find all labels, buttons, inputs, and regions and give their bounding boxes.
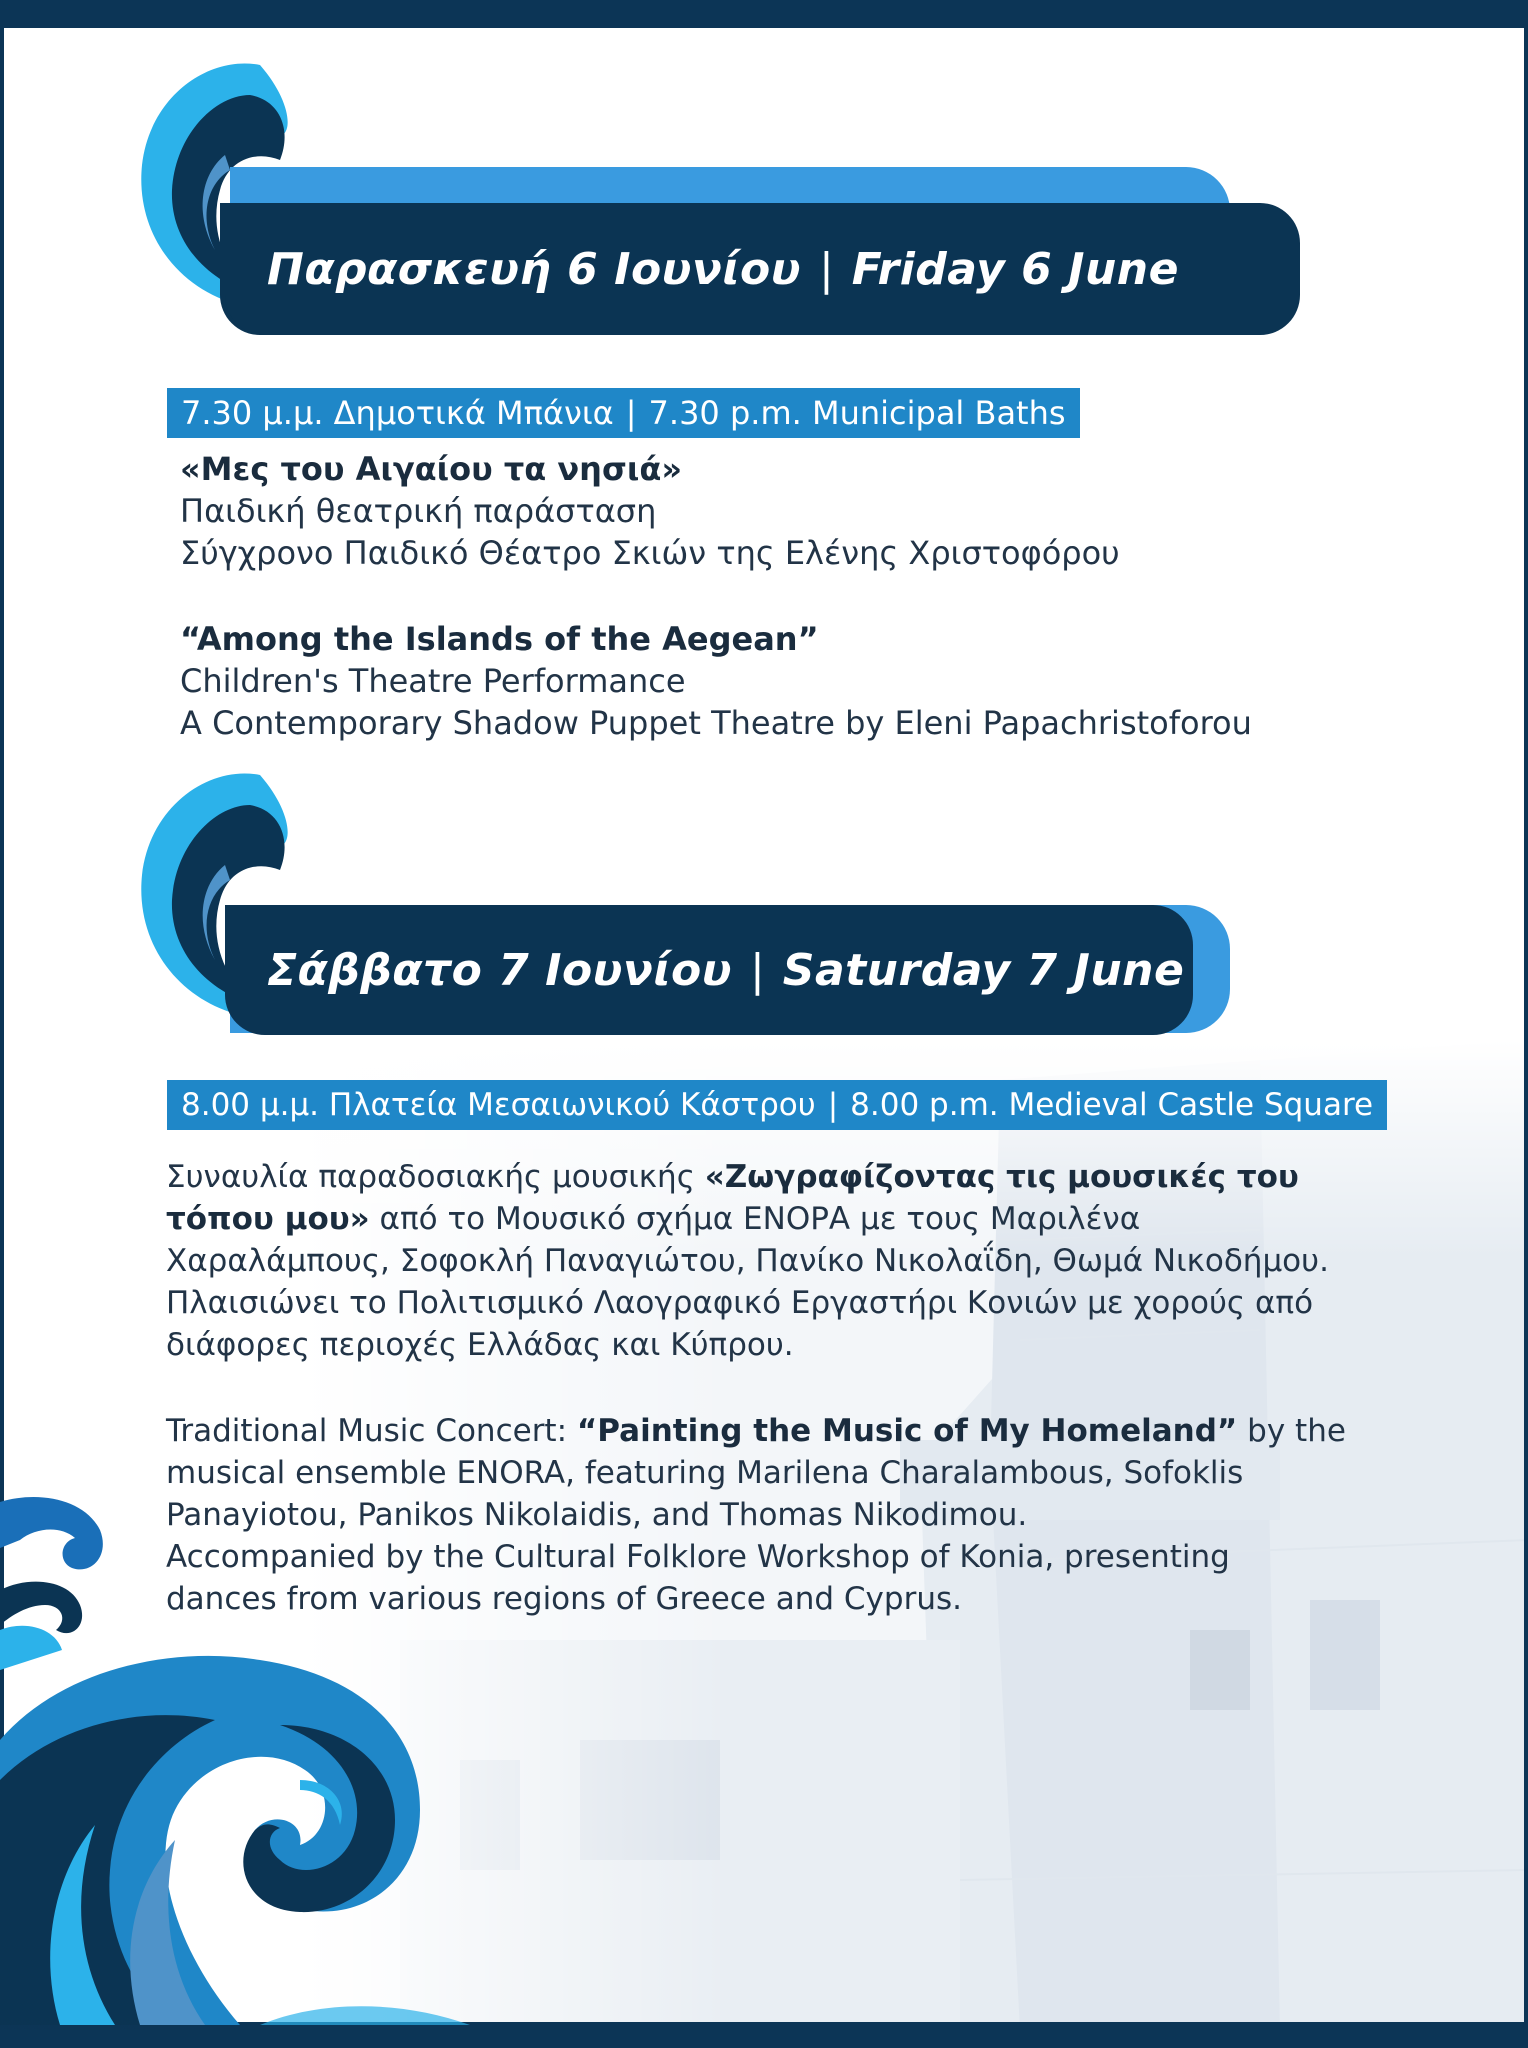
day2-en-line-3: Panayiotou, Panikos Nikolaidis, and Thomas Nikodimou.: [166, 1497, 1028, 1533]
bottom-border: [0, 2022, 1528, 2048]
day1-title-gr: «Μες του Αιγαίου τα νησιά»: [180, 450, 682, 488]
day1-event-english: [180, 618, 1252, 744]
day2-gr-line-5: διάφορες περιοχές Ελλάδας και Κύπρου.: [166, 1327, 794, 1363]
day1-title-en: “Among the Islands of the Aegean”: [180, 620, 819, 658]
day2-description-greek: [166, 1156, 1329, 1366]
day2-en-line-1: [166, 1410, 1346, 1452]
day1-banner-separator: |: [625, 394, 637, 432]
day2-gr-line-3: Χαραλάμπους, Σοφοκλή Παναγιώτου, Πανίκο Νικολαΐδη, Θωμά Νικοδήμου.: [166, 1243, 1329, 1279]
day1-company-en: A Contemporary Shadow Puppet Theatre by Eleni Papachristoforou: [180, 704, 1252, 742]
day1-heading-gr: Παρασκευή 6 Ιουνίου: [267, 243, 801, 295]
top-border: [0, 0, 1528, 28]
day1-heading-separator: |: [818, 243, 834, 295]
right-border: [1524, 0, 1528, 2048]
day2-time-location-banner: [167, 1080, 1387, 1130]
day2-gr-line-1: [166, 1156, 1329, 1198]
day2-gr-line-4: Πλαισιώνει το Πολιτισμικό Λαογραφικό Εργαστήρι Κονιών με χορούς από: [166, 1285, 1314, 1321]
day1-time-location-banner: [167, 388, 1080, 438]
day2-en-l1-pre: Traditional Music Concert:: [166, 1413, 577, 1449]
day2-gr-line-2: [166, 1198, 1329, 1240]
day1-banner-gr: 7.30 μ.μ. Δημοτικά Μπάνια: [181, 394, 614, 432]
day1-type-en: Children's Theatre Performance: [180, 662, 686, 700]
day1-banner-en: 7.30 p.m. Municipal Baths: [648, 394, 1066, 432]
large-wave-decoration-icon: [0, 1480, 520, 2025]
day2-gr-l2-post: από το Μουσικό σχήμα ΕΝΟΡΑ με τους Μαριλένα: [369, 1201, 1141, 1237]
day1-heading-en: Friday 6 June: [851, 243, 1179, 295]
day1-company-gr: Σύγχρονο Παιδικό Θέατρο Σκιών της Ελένης Χριστοφόρου: [180, 534, 1120, 572]
day1-event-greek: [180, 448, 1120, 574]
day2-en-line-2: musical ensemble ENORA, featuring Marilena Charalambous, Sofoklis: [166, 1455, 1244, 1491]
day2-banner-separator: |: [827, 1087, 839, 1123]
day2-banner-gr: 8.00 μ.μ. Πλατεία Μεσαιωνικού Κάστρου: [181, 1087, 816, 1123]
day2-en-l1-post: by the: [1237, 1413, 1346, 1449]
day2-en-l1-bold: “Painting the Music of My Homeland”: [576, 1413, 1238, 1449]
day2-heading-gr: Σάββατο 7 Ιουνίου: [267, 944, 732, 996]
day2-gr-l1-pre: Συναυλία παραδοσιακής μουσικής: [166, 1159, 705, 1195]
day2-gr-l1-bold: «Ζωγραφίζοντας τις μουσικές του: [704, 1159, 1299, 1195]
day2-en-line-5: dances from various regions of Greece and Cyprus.: [166, 1581, 962, 1617]
day2-title-bar: [225, 905, 1193, 1035]
day2-en-line-4: Accompanied by the Cultural Folklore Workshop of Konia, presenting: [166, 1539, 1230, 1575]
day1-type-gr: Παιδική θεατρική παράσταση: [180, 492, 657, 530]
day2-heading-separator: |: [749, 944, 765, 996]
day2-gr-l2-bold: τόπου μου»: [166, 1201, 370, 1237]
day1-title-bar: [225, 203, 1300, 335]
day2-banner-en: 8.00 p.m. Medieval Castle Square: [850, 1087, 1374, 1123]
day2-heading-en: Saturday 7 June: [782, 944, 1185, 996]
